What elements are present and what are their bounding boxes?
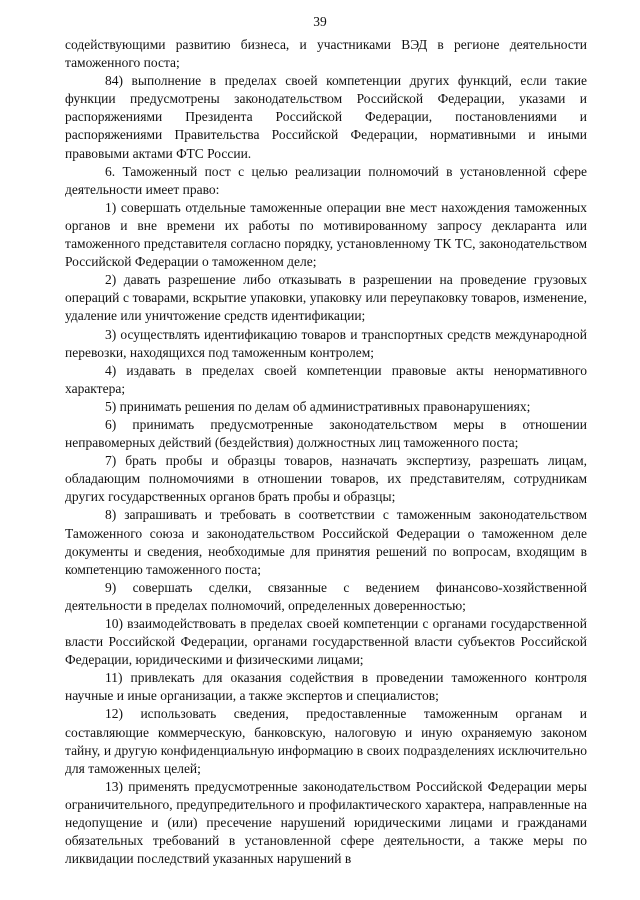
paragraph: 5) принимать решения по делам об административных правонарушениях; xyxy=(105,398,531,414)
paragraph: 7) брать пробы и образцы товаров, назначать экспертизу, разрешать лицам, обладающим полномочиями в отношении товаров, их представителям, сотрудникам других государственных органов брать пробы и образцы; xyxy=(65,453,587,505)
paragraph: 10) взаимодействовать в пределах своей компетенции с органами государственной власти Российской Федерации, органами государственной власти субъектов Российской Федерации, юридическими и физическими лицами; xyxy=(65,616,587,668)
document-body xyxy=(65,36,587,868)
paragraph: 8) запрашивать и требовать в соответствии с таможенным законодательством Таможенного союза и законодательством Российской Федерации о таможенном деле документы и сведения, необходимые для принятия решений по вопросам, входящим в компетенцию таможенного поста; xyxy=(65,507,587,577)
page-number: 39 xyxy=(313,14,327,29)
paragraph: 4) издавать в пределах своей компетенции правовые акты ненормативного характера; xyxy=(65,362,587,396)
paragraph: 13) применять предусмотренные законодательством Российской Федерации меры ограничительного, предупредительного и профилактического характера, направленные на недопущение и (или) пресечение нарушений юридическими лицами и гражданами обязательных требований в установленной сфере деятельности, а также меры по ликвидации последствий указанных нарушений в xyxy=(65,778,587,867)
paragraph: 1) совершать отдельные таможенные операции вне мест нахождения таможенных органов и вне времени их работы по мотивированному запросу декларанта или таможенного представителя согласно порядку, установленному ТК ТС, законодательством Российской Федерации о таможенном деле; xyxy=(65,199,587,270)
paragraph: 3) осуществлять идентификацию товаров и транспортных средств международной перевозки, находящихся под таможенным контролем; xyxy=(65,326,587,360)
paragraph: 84) выполнение в пределах своей компетенции других функций, если такие функции предусмотрены законодательством Российской Федерации, указами и распоряжениями Президента Российской Федерации, постановлениями и распоряжениями Правительства Российской Федерации, нормативными и иными правовыми актами ФТС России. xyxy=(65,73,587,161)
paragraph: 2) давать разрешение либо отказывать в разрешении на проведение грузовых операций с товарами, вскрытие упаковки, упаковку или переупаковку товаров, изменение, удаление или уничтожение средств идентификации; xyxy=(65,272,587,324)
paragraph: 12) использовать сведения, предоставленные таможенным органам и составляющие коммерческую, банковскую, налоговую и иную охраняемую законом тайну, и другую конфиденциальную информацию в своих подразделениях исключительно для таможенных целей; xyxy=(65,706,587,776)
paragraph: 11) привлекать для оказания содействия в проведении таможенного контроля научные и иные организации, а также экспертов и специалистов; xyxy=(65,670,587,704)
paragraph: 6) принимать предусмотренные законодательством меры в отношении неправомерных действий (бездействия) должностных лиц таможенного поста; xyxy=(65,416,587,451)
paragraph: 9) совершать сделки, связанные с ведением финансово-хозяйственной деятельности в пределах полномочий, определенных доверенностью; xyxy=(65,579,587,613)
paragraph: 6. Таможенный пост с целью реализации полномочий в установленной сфере деятельности имеет право: xyxy=(65,163,587,197)
paragraph: содействующими развитию бизнеса, и участниками ВЭД в регионе деятельности таможенного поста; xyxy=(65,37,587,71)
